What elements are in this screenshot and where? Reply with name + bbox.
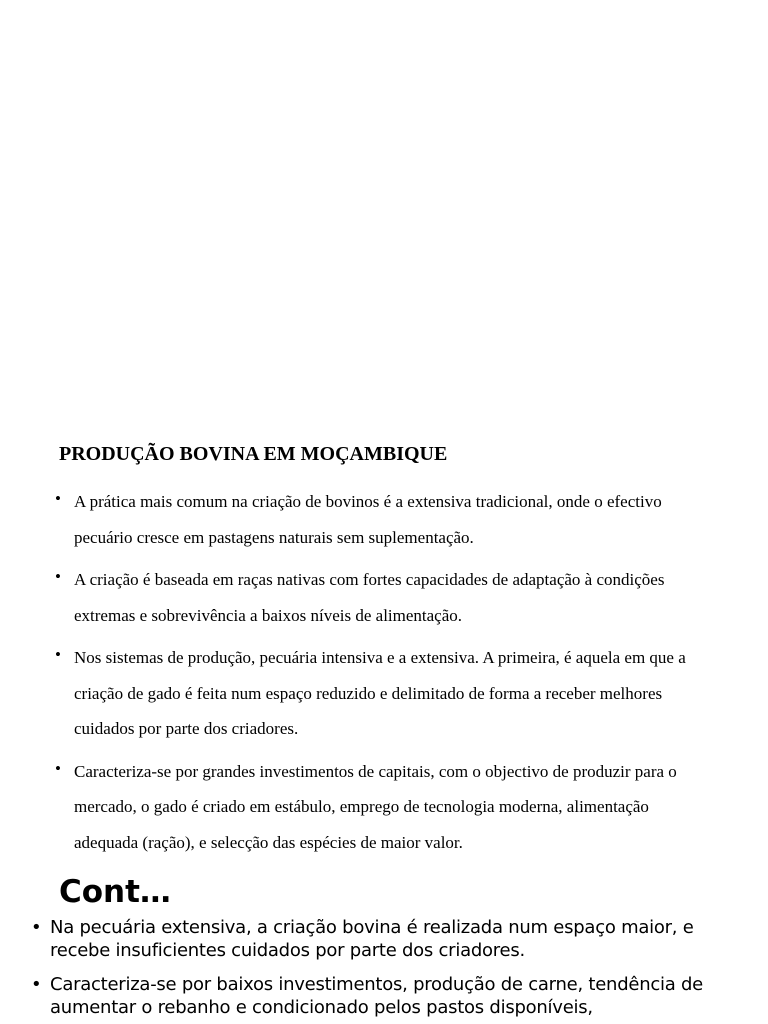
list-item — [55, 640, 715, 747]
bullet-icon: • — [55, 489, 61, 508]
bullet-icon: • — [31, 974, 42, 995]
list-item-text: Na pecuária extensiva, a criação bovina é realizada num espaço maior, e recebe insuficientes cuidados por parte dos criadores. — [50, 917, 694, 961]
list-item — [31, 973, 741, 1019]
slide-title: PRODUÇÃO BOVINA EM MOÇAMBIQUE — [59, 443, 448, 465]
list-item — [31, 916, 741, 962]
list-item — [55, 484, 715, 555]
bullet-icon: • — [31, 917, 42, 938]
list-item-text: Caracteriza-se por baixos investimentos, produção de carne, tendência de aumentar o rebanho e condicionado pelos pastos disponíveis, — [50, 974, 704, 1018]
bullet-icon: • — [55, 758, 61, 778]
list-item-text: Nos sistemas de produção, pecuária intensiva e a extensiva. A primeira, é aquela em que a criação de gado é feita num espaço reduzido e delimitado de forma a receber melhores cuidados por parte dos criadores. — [74, 648, 686, 738]
list-item-text: A prática mais comum na criação de bovinos é a extensiva tradicional, onde o efectivo pecuário cresce em pastagens naturais sem suplementação. — [74, 492, 662, 547]
bullet-list — [55, 484, 715, 867]
bullet-list — [31, 916, 741, 1024]
list-item — [55, 754, 715, 861]
list-item — [55, 562, 715, 633]
slide-title: Cont… — [59, 874, 171, 910]
list-item-text: Caracteriza-se por grandes investimentos de capitais, com o objectivo de produzir para o mercado, o gado é criado em estábulo, emprego de tecnologia moderna, alimentação adequada (ração), e selecção das espécies de maior valor. — [74, 761, 677, 852]
bullet-icon: • — [55, 567, 61, 586]
bullet-icon: • — [55, 645, 61, 664]
slide-continuation — [0, 868, 768, 1024]
list-item-text: A criação é baseada em raças nativas com fortes capacidades de adaptação à condições extremas e sobrevivência a baixos níveis de alimentação. — [74, 570, 665, 625]
